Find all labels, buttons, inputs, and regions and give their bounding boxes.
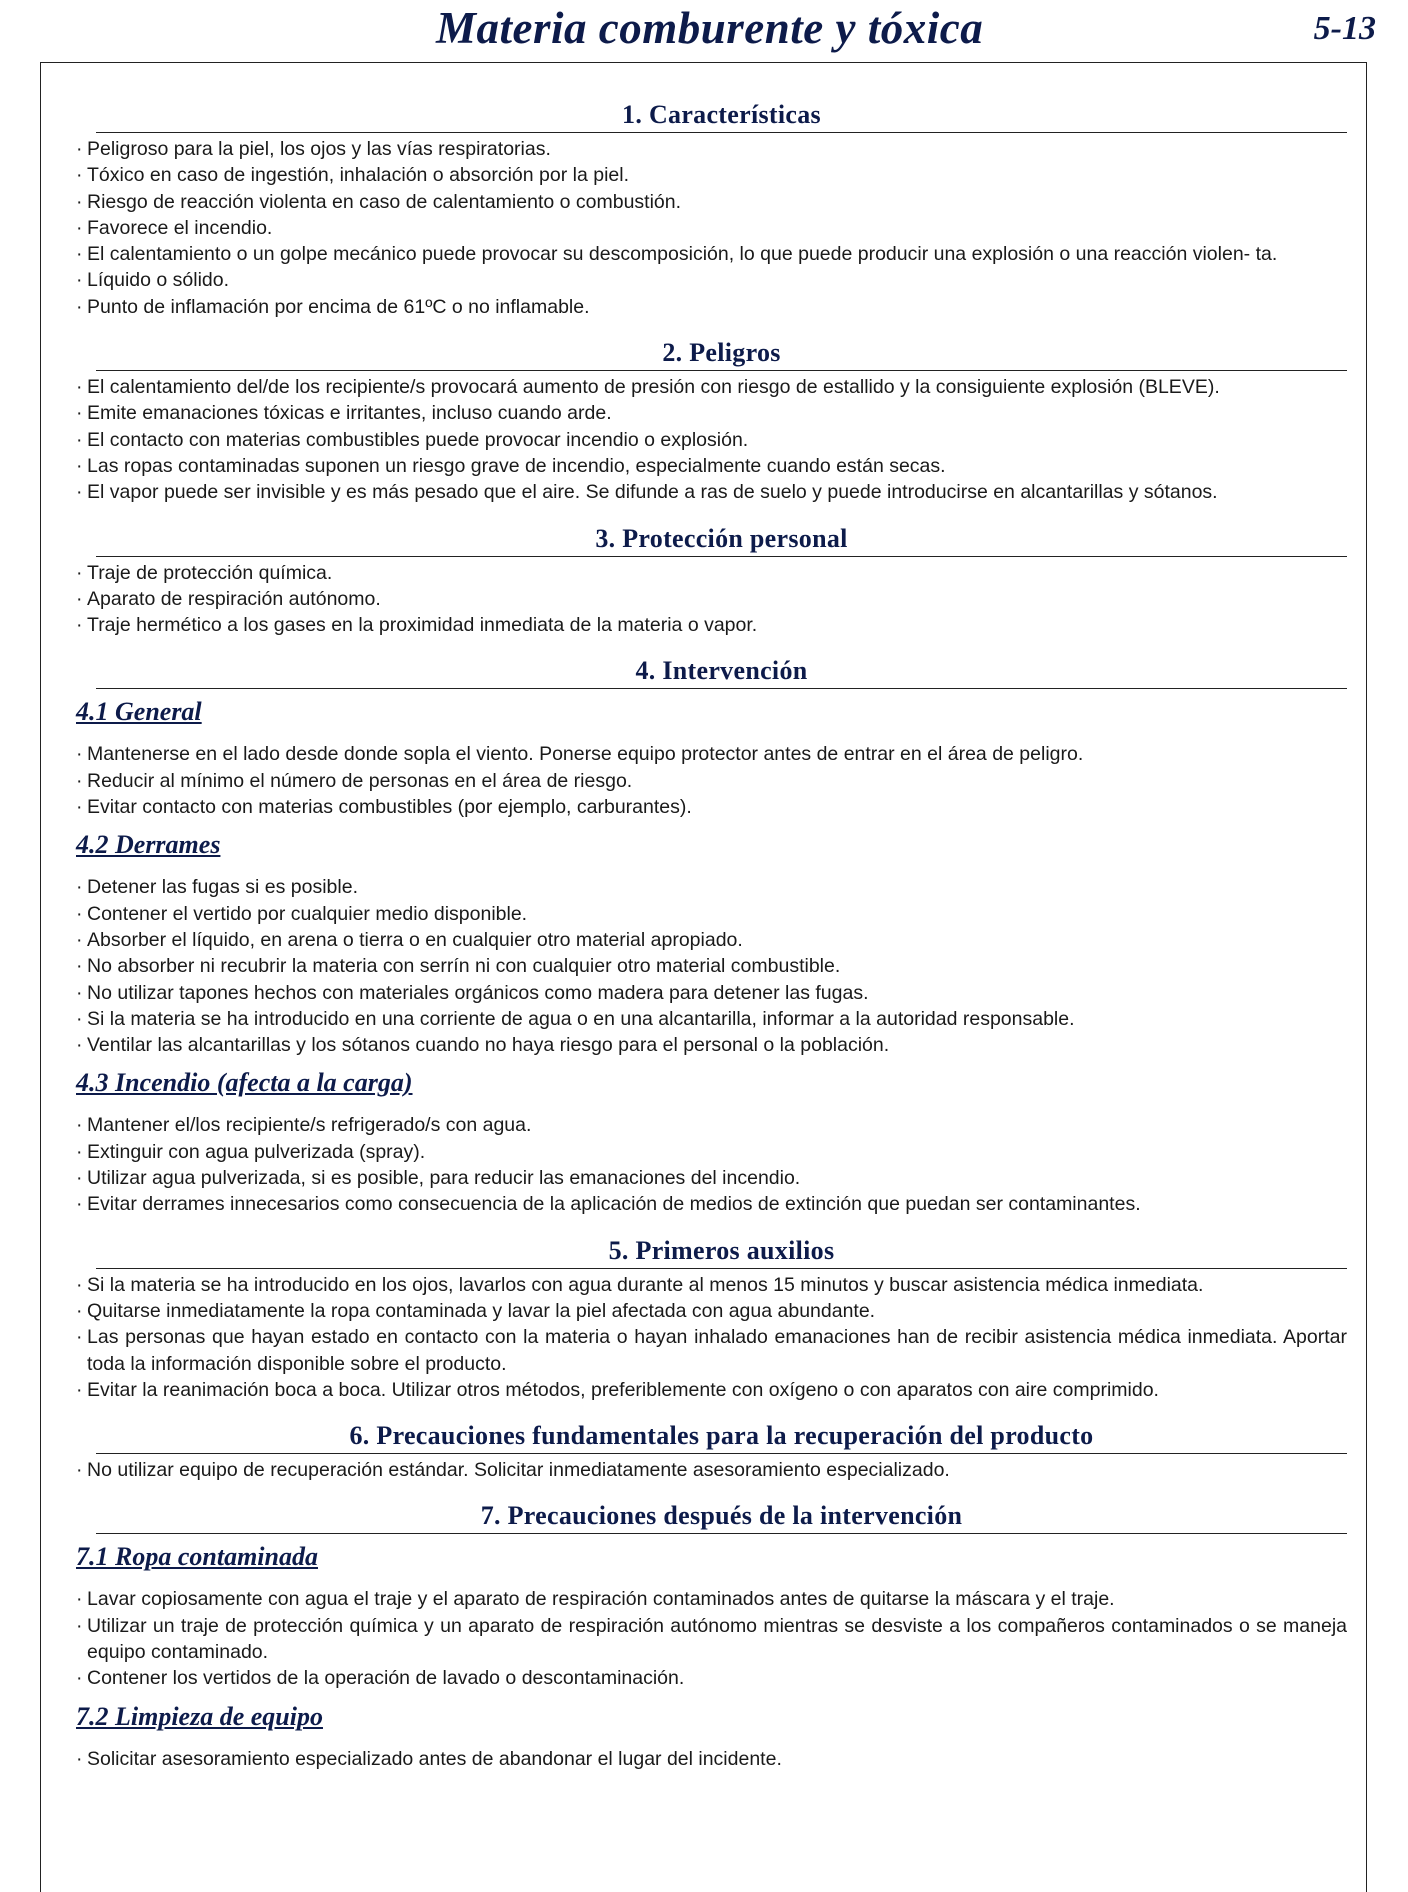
limpieza-equipo-list [76, 1746, 1347, 1772]
list-item: · Si la materia se ha introducido en una corriente de agua o en una alcantarilla, informar a la autoridad responsable. [76, 1006, 1347, 1032]
list-item: · Quitarse inmediatamente la ropa contaminada y lavar la piel afectada con agua abundante. [76, 1298, 1347, 1324]
list-item: · Si la materia se ha introducido en los ojos, lavarlos con agua durante al menos 15 minutos y buscar asistencia médica inmediata. [76, 1272, 1347, 1298]
recuperacion-producto-list [76, 1457, 1347, 1483]
list-item: · Emite emanaciones tóxicas e irritantes, incluso cuando arde. [76, 400, 1347, 426]
list-item: · Lavar copiosamente con agua el traje y el aparato de respiración contaminados antes de quitarse la máscara y el traje. [76, 1586, 1347, 1612]
section-title-despues-intervencion: 7. Precauciones después de la intervención [96, 1497, 1347, 1534]
section-title-primeros-auxilios: 5. Primeros auxilios [96, 1232, 1347, 1269]
section-title-intervencion: 4. Intervención [96, 652, 1347, 689]
list-item: · Utilizar un traje de protección química y un aparato de respiración autónomo mientras se desviste a los compañeros contaminados o se maneja equipo contaminado. [76, 1613, 1347, 1666]
subsection-title-incendio: 4.3 Incendio (afecta a la carga) [76, 1068, 413, 1098]
list-item: · Detener las fugas si es posible. [76, 874, 1347, 900]
section-title-recuperacion-producto: 6. Precauciones fundamentales para la recuperación del producto [96, 1417, 1347, 1454]
list-item: · Solicitar asesoramiento especializado antes de abandonar el lugar del incidente. [76, 1746, 1347, 1772]
general-list [76, 741, 1347, 820]
document-title: Materia comburente y tóxica [436, 3, 984, 53]
subsection-title-limpieza-equipo: 7.2 Limpieza de equipo [76, 1701, 323, 1731]
primeros-auxilios-list [76, 1272, 1347, 1403]
list-item: · Riesgo de reacción violenta en caso de calentamiento o combustión. [76, 189, 1347, 215]
list-item: · Las personas que hayan estado en contacto con la materia o hayan inhalado emanaciones han de recibir asistencia médica inmediata. Aportar toda la información disponible sobre el producto. [76, 1324, 1347, 1377]
list-item: · Mantenerse en el lado desde donde sopla el viento. Ponerse equipo protector antes de entrar en el área de peligro. [76, 741, 1347, 767]
list-item: · Utilizar agua pulverizada, si es posible, para reducir las emanaciones del incendio. [76, 1165, 1347, 1191]
section-title-caracteristicas: 1. Características [96, 96, 1347, 133]
list-item: · Tóxico en caso de ingestión, inhalación o absorción por la piel. [76, 162, 1347, 188]
document-body [76, 96, 1347, 1786]
list-item: · Evitar contacto con materias combustibles (por ejemplo, carburantes). [76, 794, 1347, 820]
list-item: · Contener el vertido por cualquier medio disponible. [76, 901, 1347, 927]
list-item: · Absorber el líquido, en arena o tierra o en cualquier otro material apropiado. [76, 927, 1347, 953]
subsection-title-general: 4.1 General [76, 697, 202, 727]
list-item: · Contener los vertidos de la operación de lavado o descontaminación. [76, 1665, 1347, 1691]
derrames-list [76, 874, 1347, 1058]
list-item: · Evitar derrames innecesarios como consecuencia de la aplicación de medios de extinción que puedan ser contaminantes. [76, 1191, 1347, 1217]
list-item: · Extinguir con agua pulverizada (spray). [76, 1139, 1347, 1165]
page-number: 5-13 [1313, 10, 1376, 47]
list-item: · No utilizar equipo de recuperación estándar. Solicitar inmediatamente asesoramiento especializado. [76, 1457, 1347, 1483]
subsection-title-ropa-contaminada: 7.1 Ropa contaminada [76, 1542, 318, 1572]
page-header [0, 0, 1408, 58]
list-item: · Evitar la reanimación boca a boca. Utilizar otros métodos, preferiblemente con oxígeno o con aparatos con aire comprimido. [76, 1377, 1347, 1403]
subsection-title-derrames: 4.2 Derrames [76, 830, 221, 860]
caracteristicas-list [76, 136, 1347, 320]
list-item: · Punto de inflamación por encima de 61ºC o no inflamable. [76, 294, 1347, 320]
list-item: · Ventilar las alcantarillas y los sótanos cuando no haya riesgo para el personal o la población. [76, 1032, 1347, 1058]
list-item: · Mantener el/los recipiente/s refrigerado/s con agua. [76, 1112, 1347, 1138]
section-title-peligros: 2. Peligros [96, 334, 1347, 371]
list-item: · Aparato de respiración autónomo. [76, 586, 1347, 612]
proteccion-personal-list [76, 560, 1347, 639]
list-item: · El contacto con materias combustibles puede provocar incendio o explosión. [76, 427, 1347, 453]
list-item: · Reducir al mínimo el número de personas en el área de riesgo. [76, 768, 1347, 794]
incendio-list [76, 1112, 1347, 1217]
list-item: · El vapor puede ser invisible y es más pesado que el aire. Se difunde a ras de suelo y puede introducirse en alcantarillas y sótanos. [76, 479, 1347, 505]
list-item: · Líquido o sólido. [76, 267, 1347, 293]
list-item: · Las ropas contaminadas suponen un riesgo grave de incendio, especialmente cuando están secas. [76, 453, 1347, 479]
list-item: · Favorece el incendio. [76, 215, 1347, 241]
section-title-proteccion-personal: 3. Protección personal [96, 520, 1347, 557]
list-item: · El calentamiento del/de los recipiente/s provocará aumento de presión con riesgo de estallido y la consiguiente explosión (BLEVE). [76, 374, 1347, 400]
list-item: · El calentamiento o un golpe mecánico puede provocar su descomposición, lo que puede producir una explosión o una reacción violen- ta. [76, 241, 1347, 267]
list-item: · No absorber ni recubrir la materia con serrín ni con cualquier otro material combustible. [76, 953, 1347, 979]
list-item: · Traje de protección química. [76, 560, 1347, 586]
list-item: · Peligroso para la piel, los ojos y las vías respiratorias. [76, 136, 1347, 162]
list-item: · Traje hermético a los gases en la proximidad inmediata de la materia o vapor. [76, 612, 1347, 638]
list-item: · No utilizar tapones hechos con materiales orgánicos como madera para detener las fugas. [76, 980, 1347, 1006]
peligros-list [76, 374, 1347, 505]
ropa-contaminada-list [76, 1586, 1347, 1691]
